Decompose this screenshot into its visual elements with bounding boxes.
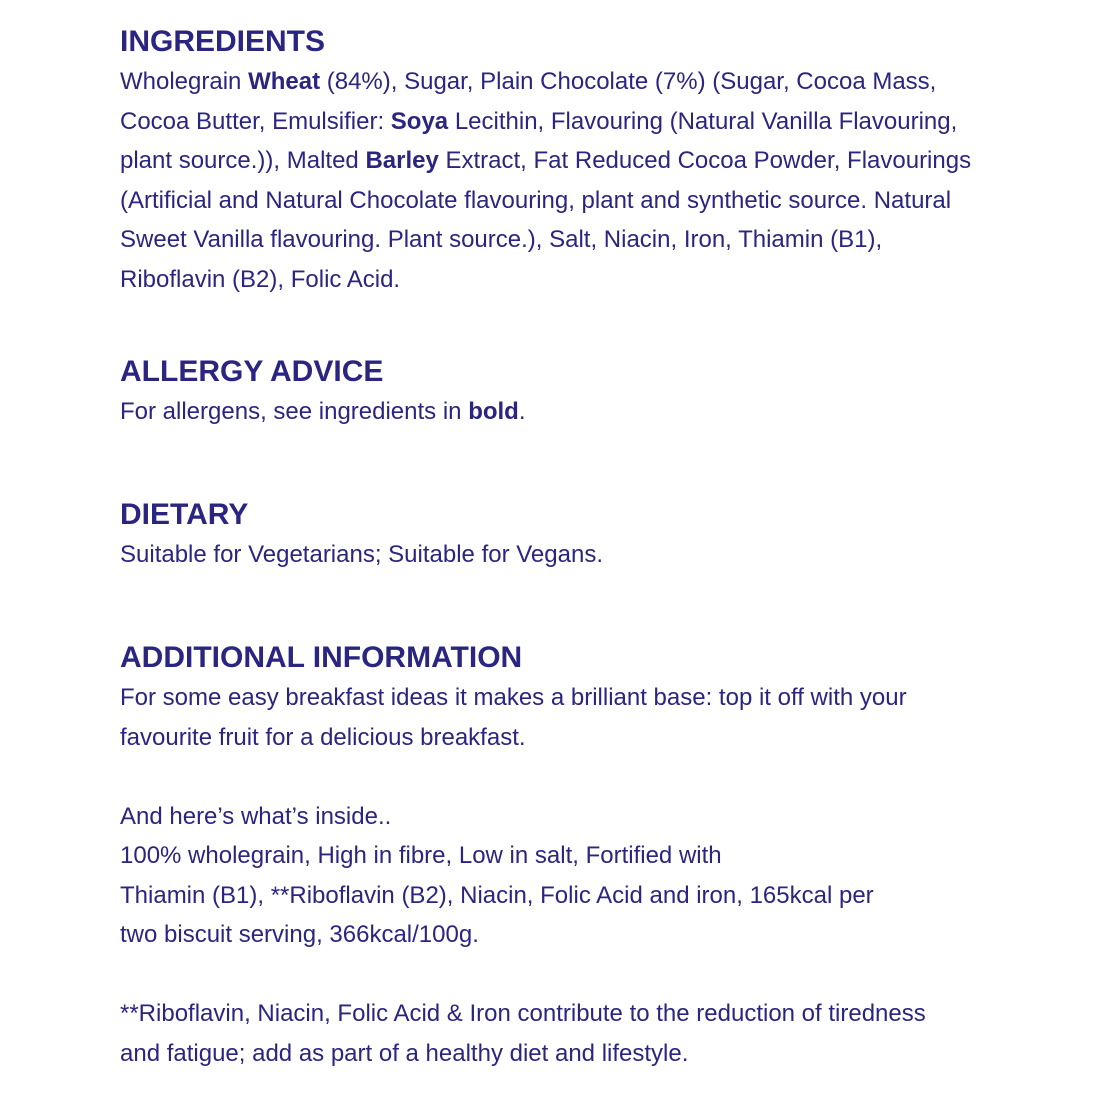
additional-paragraph-inside: And here’s what’s inside.. 100% wholegrain, High in fibre, Low in salt, Fortified with Thiamin (B1), **Riboflavin (B2), Niacin, Folic Acid and iron, 165kcal per two biscuit serving, 366kcal/100g. — [120, 802, 874, 948]
paragraph-spacer — [120, 757, 1060, 797]
ingredients-line: Cocoa Butter, Emulsifier: Soya Lecithin, Flavouring (Natural Vanilla Flavouring, — [120, 107, 958, 135]
allergy-advice-text: For allergens, see ingredients in bold. — [120, 398, 526, 425]
ingredients-line: Riboflavin (B2), Folic Acid. — [120, 265, 401, 293]
ingredients-line: (Artificial and Natural Chocolate flavouring, plant and synthetic source. Natural — [120, 186, 952, 214]
ingredients-text — [120, 62, 1060, 299]
additional-information-section — [120, 638, 1060, 1073]
allergen-soya: Soya — [390, 107, 449, 135]
additional-paragraph-footnote: **Riboflavin, Niacin, Folic Acid & Iron contribute to the reduction of tiredness and fatigue; add as part of a healthy diet and lifestyle. — [120, 1000, 926, 1067]
additional-information-heading: ADDITIONAL INFORMATION — [120, 641, 523, 674]
ingredients-line: plant source.)), Malted Barley Extract, Fat Reduced Cocoa Powder, Flavourings — [120, 147, 972, 174]
ingredients-line: Wholegrain Wheat (84%), Sugar, Plain Chocolate (7%) (Sugar, Cocoa Mass, — [120, 68, 937, 95]
bold-word: bold — [468, 398, 519, 425]
paragraph-spacer — [120, 955, 1060, 995]
dietary-heading: DIETARY — [120, 498, 249, 531]
ingredients-line: Sweet Vanilla flavouring. Plant source.), Salt, Niacin, Iron, Thiamin (B1), — [120, 226, 883, 253]
allergen-barley: Barley — [365, 147, 439, 174]
dietary-text: Suitable for Vegetarians; Suitable for Vegans. — [120, 541, 603, 568]
ingredients-heading: INGREDIENTS — [120, 25, 326, 58]
allergy-advice-heading: ALLERGY ADVICE — [120, 355, 384, 388]
additional-paragraph-breakfast: For some easy breakfast ideas it makes a brilliant base: top it off with your favourite fruit for a delicious breakfast. — [120, 684, 907, 751]
ingredients-section — [120, 22, 1060, 299]
dietary-section — [120, 495, 1060, 575]
allergen-wheat: Wheat — [248, 68, 321, 95]
allergy-advice-section — [120, 352, 1060, 432]
